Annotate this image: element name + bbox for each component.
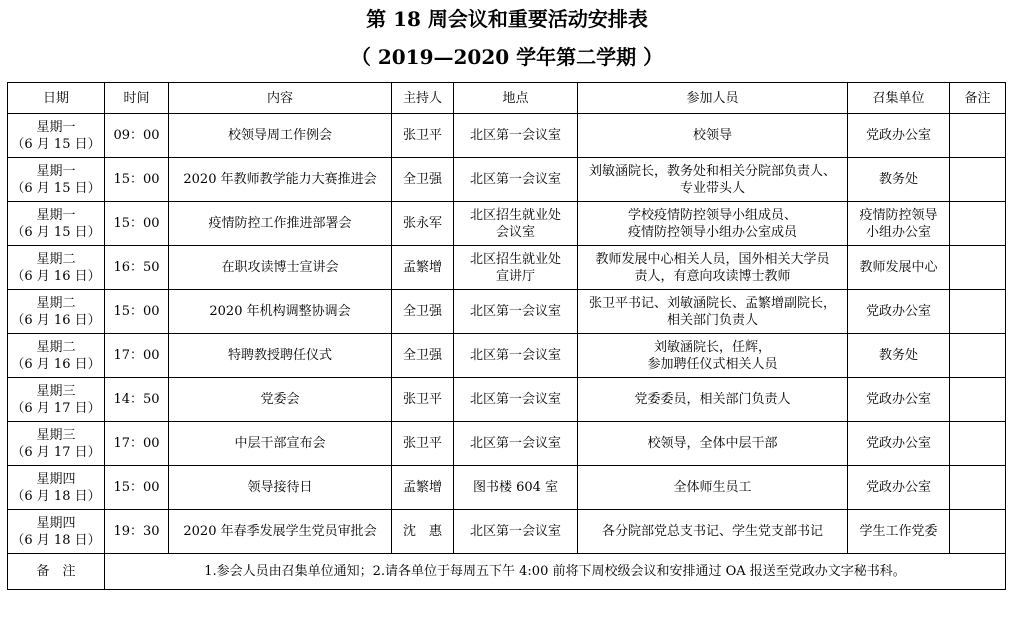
cell-host: 全卫强 (392, 158, 454, 202)
cell-participants-line: 各分院部党总支书记、学生党支部书记 (601, 524, 823, 539)
cell-organizer-line: 党政办公室 (865, 392, 931, 407)
table-row (8, 246, 1006, 290)
cell-date (8, 202, 105, 246)
table-row (8, 510, 1006, 554)
cell-participants-line: 全体师生员工 (673, 480, 752, 495)
table-header-row (8, 83, 1006, 114)
header-organizer: 召集单位 (848, 83, 950, 114)
cell-location (454, 334, 578, 378)
cell-participants (578, 510, 848, 554)
cell-date (8, 466, 105, 510)
cell-time: 15：00 (105, 466, 169, 510)
schedule-table (7, 82, 1006, 590)
cell-date (8, 334, 105, 378)
table-body (8, 114, 1006, 590)
cell-remarks (950, 422, 1006, 466)
cell-time: 17：00 (105, 422, 169, 466)
cell-location-line: 图书楼 604 室 (472, 480, 559, 495)
cell-location (454, 378, 578, 422)
cell-participants-line: 参加聘任仪式相关人员 (647, 356, 778, 372)
cell-remarks (950, 378, 1006, 422)
cell-remarks (950, 290, 1006, 334)
cell-time: 19：30 (105, 510, 169, 554)
cell-participants (578, 290, 848, 334)
cell-time: 15：00 (105, 290, 169, 334)
header-host: 主持人 (392, 83, 454, 114)
cell-date-line: 星期三 (36, 427, 76, 443)
cell-date-line: （6 月 16 日） (11, 268, 101, 284)
cell-organizer (848, 466, 950, 510)
cell-participants-line: 教师发展中心相关人员，国外相关大学员 (595, 251, 830, 267)
cell-time: 15：00 (105, 158, 169, 202)
cell-organizer (848, 378, 950, 422)
table-row (8, 378, 1006, 422)
cell-remarks (950, 246, 1006, 290)
table-row (8, 290, 1006, 334)
cell-organizer (848, 290, 950, 334)
header-content: 内容 (169, 83, 392, 114)
cell-organizer-line: 小组办公室 (865, 224, 931, 240)
cell-participants-line: 刘敏涵院长，教务处和相关分院部负责人、 (588, 163, 836, 179)
cell-host: 全卫强 (392, 334, 454, 378)
cell-time: 16：50 (105, 246, 169, 290)
page-subtitle: （ 2019—2020 学年第二学期 ） (350, 45, 664, 69)
cell-location (454, 114, 578, 158)
cell-location-line: 北区招生就业处 (469, 251, 561, 267)
notes-label: 备 注 (8, 554, 105, 590)
cell-location (454, 290, 578, 334)
cell-location-line: 宣讲厅 (495, 268, 535, 284)
cell-organizer (848, 334, 950, 378)
cell-organizer (848, 422, 950, 466)
table-row (8, 202, 1006, 246)
cell-date (8, 510, 105, 554)
cell-location-line: 北区第一会议室 (469, 392, 561, 407)
cell-participants-line: 专业带头人 (679, 180, 745, 196)
cell-date-line: 星期四 (36, 515, 76, 531)
cell-organizer-line: 教务处 (878, 172, 918, 187)
cell-location (454, 422, 578, 466)
table-row (8, 422, 1006, 466)
cell-organizer-line: 党政办公室 (865, 128, 931, 143)
cell-date-line: （6 月 15 日） (11, 180, 101, 196)
cell-organizer (848, 202, 950, 246)
cell-host: 沈 惠 (392, 510, 454, 554)
cell-content: 2020 年春季发展学生党员审批会 (169, 510, 392, 554)
cell-remarks (950, 466, 1006, 510)
cell-participants (578, 202, 848, 246)
notes-text: 1.参会人员由召集单位通知；2.请各单位于每周五下午 4:00 前将下周校级会议和安排通过 OA 报送至党政办文字秘书科。 (105, 554, 1006, 590)
cell-organizer-line: 学生工作党委 (859, 524, 938, 539)
cell-location-line: 北区第一会议室 (469, 172, 561, 187)
cell-time: 09：00 (105, 114, 169, 158)
cell-date (8, 114, 105, 158)
cell-host: 孟繁增 (392, 246, 454, 290)
cell-date-line: （6 月 15 日） (11, 136, 101, 152)
cell-location (454, 202, 578, 246)
cell-content: 在职攻读博士宣讲会 (169, 246, 392, 290)
cell-participants-line: 疫情防控领导小组办公室成员 (627, 224, 797, 240)
cell-location (454, 158, 578, 202)
cell-content: 2020 年教师教学能力大赛推进会 (169, 158, 392, 202)
table-row (8, 114, 1006, 158)
cell-host: 张卫平 (392, 422, 454, 466)
cell-remarks (950, 510, 1006, 554)
cell-participants-line: 责人，有意向攻读博士教师 (634, 268, 791, 284)
cell-location-line: 北区第一会议室 (469, 304, 561, 319)
cell-content: 领导接待日 (169, 466, 392, 510)
cell-remarks (950, 158, 1006, 202)
cell-date-line: （6 月 16 日） (11, 356, 101, 372)
cell-organizer (848, 158, 950, 202)
cell-location-line: 北区第一会议室 (469, 436, 561, 451)
cell-date-line: （6 月 17 日） (11, 400, 101, 416)
cell-participants (578, 422, 848, 466)
cell-participants (578, 114, 848, 158)
cell-location (454, 246, 578, 290)
cell-content: 特聘教授聘任仪式 (169, 334, 392, 378)
cell-organizer-line: 教务处 (878, 348, 918, 363)
cell-organizer (848, 510, 950, 554)
cell-location-line: 北区招生就业处 (469, 207, 561, 223)
cell-participants (578, 334, 848, 378)
cell-date-line: 星期二 (36, 295, 76, 311)
cell-organizer-line: 党政办公室 (865, 480, 931, 495)
cell-date-line: （6 月 17 日） (11, 444, 101, 460)
cell-date-line: 星期四 (36, 471, 76, 487)
cell-host: 全卫强 (392, 290, 454, 334)
cell-date-line: （6 月 18 日） (11, 532, 101, 548)
cell-participants-line: 党委委员，相关部门负责人 (634, 392, 791, 407)
cell-location (454, 466, 578, 510)
cell-organizer-line: 疫情防控领导 (859, 207, 938, 223)
cell-date-line: 星期二 (36, 251, 76, 267)
cell-date (8, 158, 105, 202)
cell-organizer (848, 246, 950, 290)
cell-content: 疫情防控工作推进部署会 (169, 202, 392, 246)
cell-remarks (950, 334, 1006, 378)
cell-date (8, 246, 105, 290)
header-remarks: 备注 (950, 83, 1006, 114)
table-row (8, 158, 1006, 202)
cell-content: 中层干部宣布会 (169, 422, 392, 466)
cell-participants (578, 378, 848, 422)
page-title: 第 18 周会议和重要活动安排表 (366, 7, 648, 31)
cell-organizer-line: 党政办公室 (865, 304, 931, 319)
cell-content: 2020 年机构调整协调会 (169, 290, 392, 334)
cell-organizer-line: 党政办公室 (865, 436, 931, 451)
cell-host: 张卫平 (392, 378, 454, 422)
cell-participants-line: 校领导，全体中层干部 (647, 436, 778, 451)
cell-participants (578, 246, 848, 290)
cell-participants-line: 学校疫情防控领导小组成员、 (627, 207, 797, 223)
cell-participants-line: 张卫平书记、刘敏涵院长、孟繁增副院长， (588, 295, 836, 311)
cell-date-line: （6 月 18 日） (11, 488, 101, 504)
cell-location-line: 北区第一会议室 (469, 128, 561, 143)
cell-host: 张永军 (392, 202, 454, 246)
cell-location-line: 会议室 (495, 224, 535, 240)
cell-remarks (950, 202, 1006, 246)
cell-location (454, 510, 578, 554)
cell-date-line: 星期三 (36, 383, 76, 399)
cell-participants-line: 刘敏涵院长，任辉， (653, 339, 771, 355)
cell-date (8, 290, 105, 334)
cell-location-line: 北区第一会议室 (469, 524, 561, 539)
cell-organizer-line: 教师发展中心 (859, 260, 938, 275)
cell-date-line: 星期一 (36, 207, 76, 223)
cell-host: 孟繁增 (392, 466, 454, 510)
cell-date-line: （6 月 16 日） (11, 312, 101, 328)
cell-date (8, 422, 105, 466)
cell-date (8, 378, 105, 422)
cell-content: 校领导周工作例会 (169, 114, 392, 158)
notes-row (8, 554, 1006, 590)
cell-content: 党委会 (169, 378, 392, 422)
cell-date-line: 星期一 (36, 119, 76, 135)
cell-participants (578, 158, 848, 202)
cell-organizer (848, 114, 950, 158)
cell-participants-line: 相关部门负责人 (666, 312, 758, 328)
cell-time: 17：00 (105, 334, 169, 378)
cell-date-line: 星期二 (36, 339, 76, 355)
cell-participants (578, 466, 848, 510)
header-time: 时间 (105, 83, 169, 114)
cell-participants-line: 校领导 (692, 128, 732, 143)
cell-time: 14：50 (105, 378, 169, 422)
cell-time: 15：00 (105, 202, 169, 246)
cell-remarks (950, 114, 1006, 158)
header-location: 地点 (454, 83, 578, 114)
table-row (8, 466, 1006, 510)
table-row (8, 334, 1006, 378)
cell-date-line: （6 月 15 日） (11, 224, 101, 240)
cell-date-line: 星期一 (36, 163, 76, 179)
cell-location-line: 北区第一会议室 (469, 348, 561, 363)
cell-host: 张卫平 (392, 114, 454, 158)
header-participants: 参加人员 (578, 83, 848, 114)
header-date: 日期 (8, 83, 105, 114)
